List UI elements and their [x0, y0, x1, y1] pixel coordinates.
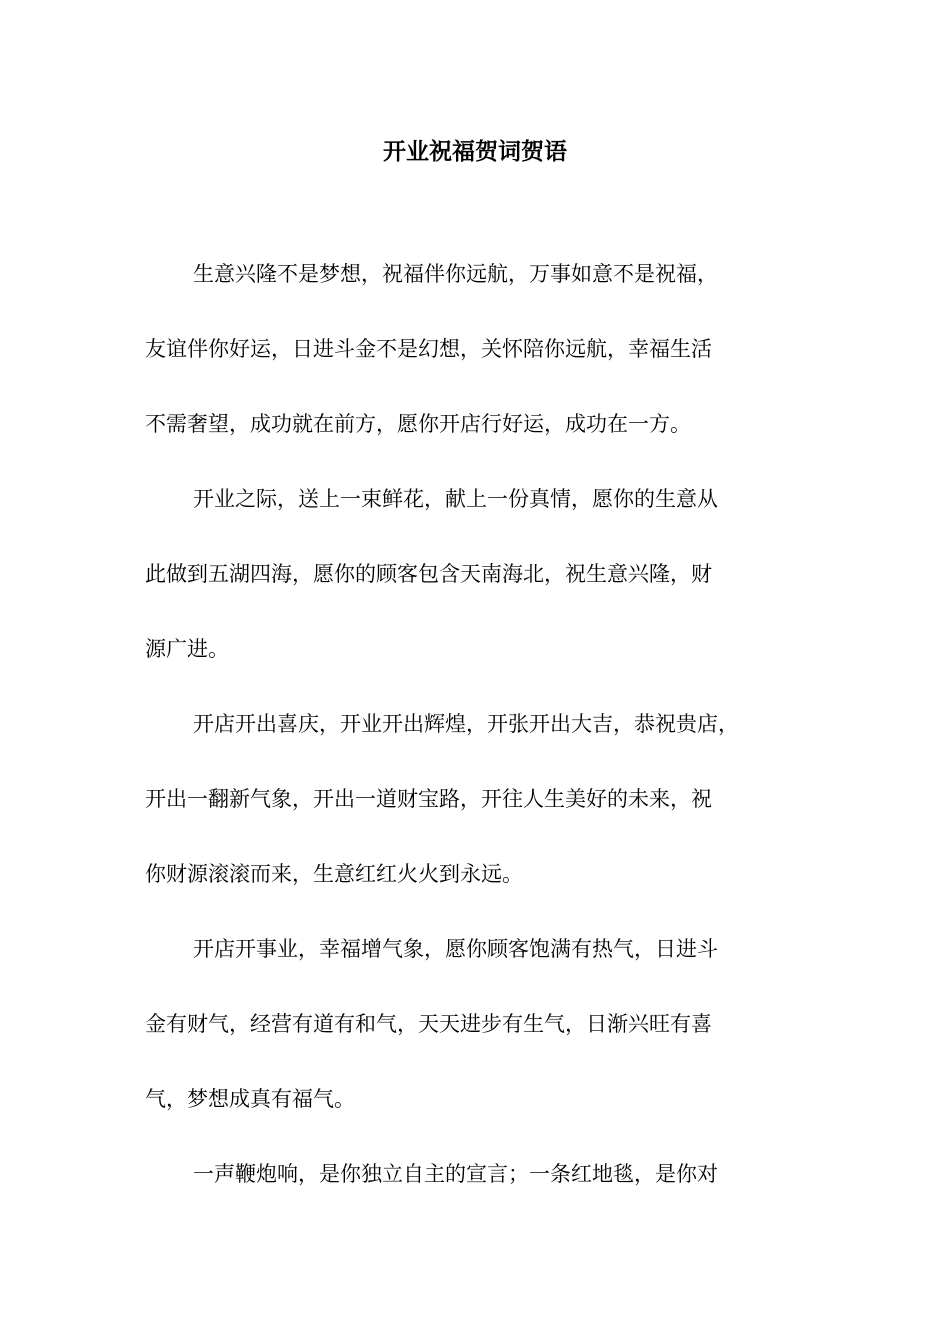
paragraph-3-line-1: 开店开出喜庆，开业开出辉煌，开张开出大吉，恭祝贵店， [193, 712, 739, 736]
paragraph-2-line-1: 开业之际，送上一束鲜花，献上一份真情，愿你的生意从 [193, 487, 718, 511]
document-title: 开业祝福贺词贺语 [383, 138, 567, 165]
paragraph-1-line-1: 生意兴隆不是梦想，祝福伴你远航，万事如意不是祝福， [193, 262, 718, 286]
paragraph-5-line-1: 一声鞭炮响，是你独立自主的宣言；一条红地毯，是你对 [193, 1162, 718, 1186]
paragraph-4-line-2: 金有财气，经营有道有和气，天天进步有生气，日渐兴旺有喜 [145, 1012, 712, 1036]
paragraph-4-line-1: 开店开事业，幸福增气象，愿你顾客饱满有热气，日进斗 [193, 937, 718, 961]
paragraph-2-line-2: 此做到五湖四海，愿你的顾客包含天南海北，祝生意兴隆，财 [145, 562, 712, 586]
paragraph-3-line-2: 开出一翻新气象，开出一道财宝路，开往人生美好的未来，祝 [145, 787, 712, 811]
paragraph-2-line-3: 源广进。 [145, 637, 229, 661]
paragraph-1-line-3: 不需奢望，成功就在前方，愿你开店行好运，成功在一方。 [145, 412, 691, 436]
paragraph-1-line-2: 友谊伴你好运，日进斗金不是幻想，关怀陪你远航，幸福生活 [145, 337, 712, 361]
paragraph-4-line-3: 气，梦想成真有福气。 [145, 1087, 355, 1111]
paragraph-3-line-3: 你财源滚滚而来，生意红红火火到永远。 [145, 862, 523, 886]
